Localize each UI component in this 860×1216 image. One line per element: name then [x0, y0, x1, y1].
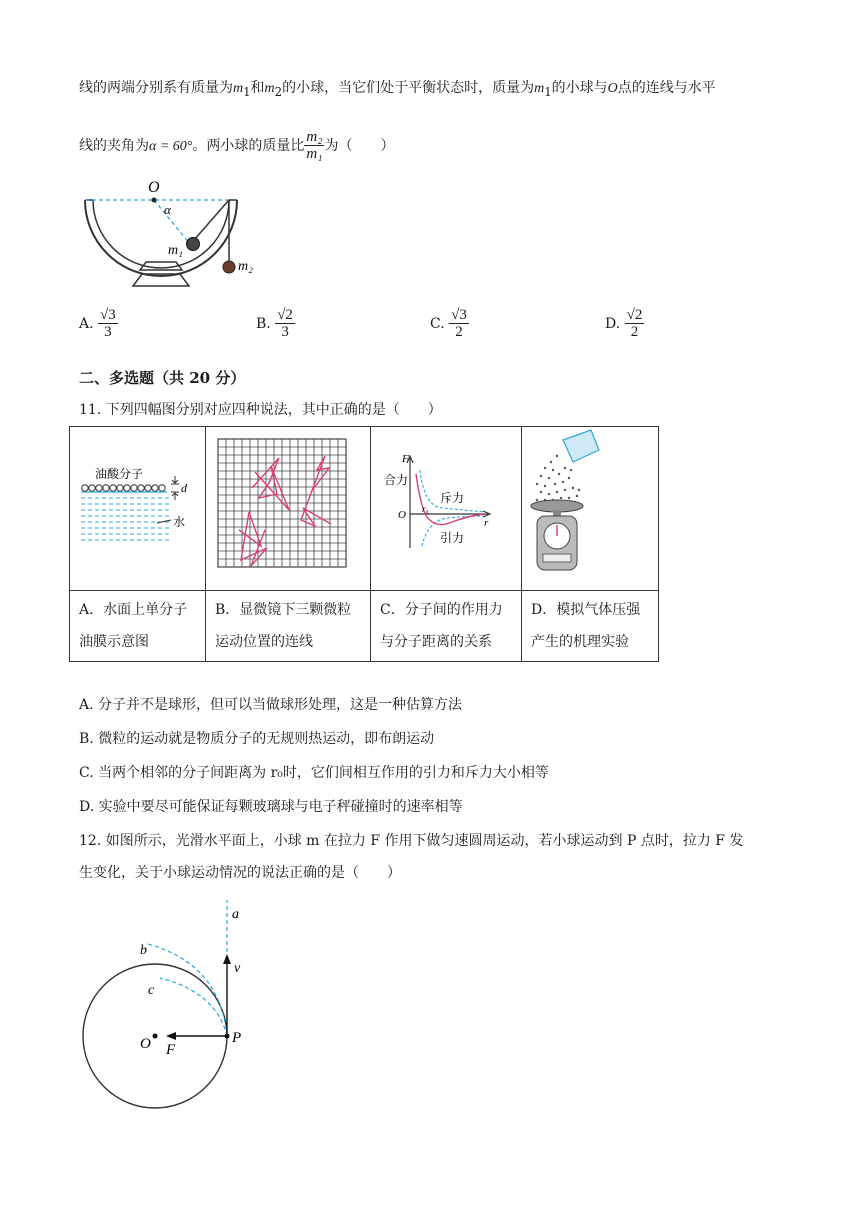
cup-icon [563, 430, 599, 462]
oil-film-figure [71, 428, 204, 585]
brownian-motion-grid-figure [207, 428, 369, 585]
svg-text:r₀: r₀ [422, 504, 429, 514]
svg-text:油酸分子: 油酸分子 [95, 467, 144, 481]
svg-text:b: b [140, 943, 147, 958]
gas-pressure-experiment-figure [523, 428, 657, 585]
center-point [152, 198, 157, 203]
svg-text:α: α [164, 202, 171, 217]
particle-path-1 [252, 458, 289, 510]
center-point [153, 1034, 158, 1039]
bowl-inner [93, 200, 229, 268]
svg-text:O: O [140, 1036, 151, 1052]
ball-m1 [187, 238, 200, 251]
svg-text:P: P [232, 1030, 242, 1046]
svg-text:引力: 引力 [440, 531, 465, 545]
particle-path-3 [239, 512, 267, 566]
q11-caption-b: B．显微镜下三颗微粒运动位置的连线 [206, 591, 371, 662]
svg-text:m₂: m₂ [238, 259, 253, 274]
svg-text:m₁: m₁ [168, 243, 183, 258]
path-b [148, 944, 227, 1036]
q11-option-c[interactable]: C. 当两个相邻的分子间距离为 r₀时，它们间相互作用的引力和斥力大小相等 [79, 765, 549, 781]
path-c [160, 978, 227, 1036]
q11-caption-d: D．模拟气体压强产生的机理实验 [522, 591, 659, 662]
particle-path-2 [301, 456, 331, 526]
q11-figure-table [69, 426, 659, 662]
q10-option-b[interactable]: B. $\frac{√2}{3}$ [256, 307, 293, 340]
q10-option-c[interactable]: C. $\frac{√3}{2}$ [430, 307, 467, 340]
svg-text:斥力: 斥力 [440, 491, 465, 505]
svg-text:a: a [232, 907, 239, 922]
q11-caption-c: C．分子间的作用力与分子距离的关系 [371, 591, 522, 662]
section-title: 二、多选题（共 20 分） [79, 369, 246, 387]
q11-fig-a-cell [70, 427, 206, 591]
q11-fig-d-cell [522, 427, 659, 591]
molecular-force-graph [372, 428, 520, 585]
bowl-outer [85, 200, 237, 276]
q11-option-b[interactable]: B. 微粒的运动就是物质分子的无规则热运动，即布朗运动 [79, 731, 435, 747]
q10-option-d[interactable]: D. $\frac{√2}{2}$ [605, 307, 643, 340]
q11-stem: 11. 下列四幅图分别对应四种说法，其中正确的是（ ） [79, 402, 442, 418]
q11-fig-c-cell [371, 427, 522, 591]
ball-m2 [223, 261, 235, 273]
q10-line2: 线的夹角为α = 60°。两小球的质量比 $\frac{\text{m₂}}{\text{m₁}}$ 为（ ） [79, 129, 395, 162]
svg-text:F: F [166, 1042, 176, 1058]
mass-ratio-fraction: $\frac{\text{m₂}}{\text{m₁}}$ [306, 129, 323, 162]
radius-dashed-line [154, 200, 190, 244]
svg-text:c: c [148, 983, 155, 998]
oil-molecules [82, 485, 165, 491]
svg-text:r: r [484, 517, 489, 529]
q12-circular-motion-figure [78, 896, 278, 1114]
svg-text:O: O [398, 509, 406, 521]
q10-option-a[interactable]: A. $\frac{√3}{3}$ [79, 307, 116, 340]
svg-text:F: F [402, 453, 409, 465]
q10-line1: 线的两端分别系有质量为$m_1$和$m_2$的小球，当它们处于平衡状态时，质量为$m_1$的小球与O点的连线与水平 [79, 80, 716, 99]
q12-stem-line1: 12. 如图所示，光滑水平面上，小球 m 在拉力 F 作用下做匀速圆周运动，若小球运动到 P 点时，拉力 F 发 [79, 833, 744, 849]
svg-text:v: v [234, 961, 241, 976]
q11-caption-a: A．水面上单分子油膜示意图 [70, 591, 206, 662]
q11-option-d[interactable]: D. 实验中要尽可能保证每颗玻璃球与电子秤碰撞时的速率相等 [79, 799, 463, 815]
svg-text:合力: 合力 [384, 473, 409, 487]
svg-text:d: d [181, 481, 187, 495]
string [194, 200, 229, 240]
q11-option-a[interactable]: A. 分子并不是球形，但可以当做球形处理，这是一种估算方法 [79, 697, 463, 713]
q10-bowl-figure [78, 178, 268, 290]
svg-text:O: O [148, 179, 160, 196]
svg-text:水: 水 [173, 515, 186, 529]
q12-stem-line2: 生变化，关于小球运动情况的说法正确的是（ ） [79, 865, 401, 881]
q11-fig-b-cell [206, 427, 371, 591]
